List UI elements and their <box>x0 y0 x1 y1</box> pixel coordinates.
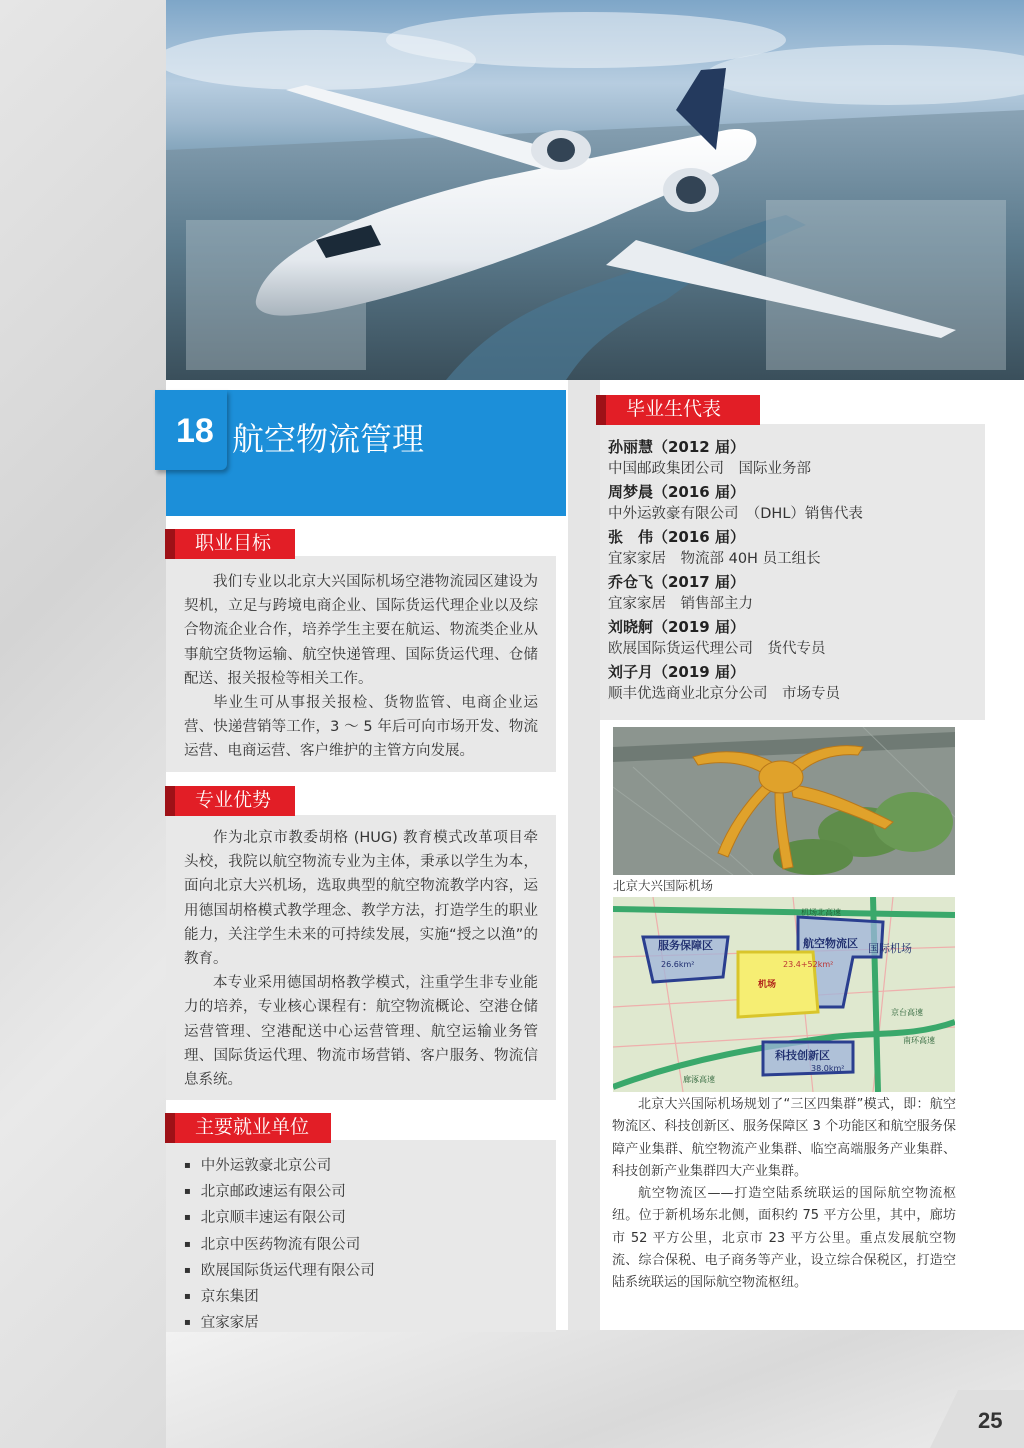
graduate-name: 周梦晨（2016 届） <box>608 483 745 501</box>
map-label-tech-zone: 科技创新区 <box>775 1049 830 1062</box>
left-background <box>0 0 166 1448</box>
advantages-heading: 专业优势 <box>175 786 295 816</box>
graduate-org: 中外运敦豪有限公司 （DHL）销售代表 <box>608 506 863 522</box>
column-gap <box>568 380 600 1448</box>
map-label-logistics-zone: 航空物流区 <box>803 937 858 950</box>
map-label-service-zone: 服务保障区 <box>658 939 713 952</box>
map-label-airport: 国际机场 <box>868 942 912 955</box>
program-title: 航空物流管理 <box>232 421 425 457</box>
graduates-heading: 毕业生代表 <box>606 395 760 425</box>
map-label-service-area: 26.6km² <box>661 960 695 969</box>
employers-heading: 主要就业单位 <box>175 1113 331 1143</box>
airport-photo <box>613 727 955 875</box>
graduate-name: 张 伟（2016 届） <box>608 528 745 546</box>
program-number: 18 <box>176 412 214 450</box>
planning-paragraph: 北京大兴国际机场规划了“三区四集群”模式，即：航空物流区、科技创新区、服务保障区 3 个功能区和航空服务保障产业集群、航空物流产业集群、临空高端服务产业集群、科技创新产业集群四大产业集群。 <box>612 1097 956 1179</box>
list-item: ▪ 北京顺丰速运有限公司 <box>184 1206 375 1232</box>
hero-airplane-image <box>166 0 1024 380</box>
graduate-name: 乔仓飞（2017 届） <box>608 573 745 591</box>
graduate-org: 欧展国际货运代理公司 货代专员 <box>608 641 826 657</box>
list-item: ▪ 北京中医药物流有限公司 <box>184 1233 375 1259</box>
planning-map <box>613 897 955 1092</box>
list-item: ▪ 京东集团 <box>184 1285 375 1311</box>
list-item: ▪ 宜家家居 <box>184 1311 375 1337</box>
career-goal-text <box>184 570 538 764</box>
airport-caption: 北京大兴国际机场 <box>613 878 714 893</box>
list-item: ▪ 中外运敦豪北京公司 <box>184 1154 375 1180</box>
graduate-org: 中国邮政集团公司 国际业务部 <box>608 461 811 477</box>
map-label-se-road: 南环高速 <box>903 1036 935 1045</box>
planning-paragraph: 航空物流区——打造空陆系统联运的国际航空物流枢纽。位于新机场东北侧，面积约 75 平方公里，其中，廊坊市 52 平方公里，北京市 23 平方公里。重点发展航空物流、综合保税、电子商务等产业，设立综合保税区，打造空陆系统联运的国际航空物流枢纽。 <box>612 1186 956 1291</box>
map-label-south-road: 廊涿高速 <box>683 1075 715 1084</box>
graduate-name: 孙丽慧（2012 届） <box>608 438 745 456</box>
advantages-text <box>184 826 538 1092</box>
graduate-name: 刘晓舸（2019 届） <box>608 618 745 636</box>
advantages-paragraph: 作为北京市教委胡格 (HUG) 教育模式改革项目牵头校，我院以航空物流专业为主体，秉承以学生为本，面向北京大兴机场，选取典型的航空物流教学内容，运用德国胡格模式教学理念、教学方法，打造学生的职业能力，关注学生未来的可持续发展，实施“授之以渔”的教育。 <box>184 830 538 968</box>
list-item: ▪ 北京邮政速运有限公司 <box>184 1180 375 1206</box>
graduate-org: 宜家家居 物流部 40H 员工组长 <box>608 551 821 567</box>
map-label-north-road: 机场北高速 <box>801 908 841 917</box>
career-goal-paragraph: 毕业生可从事报关报检、货物监管、电商企业运营、快递营销等工作，3 ～ 5 年后可向市场开发、物流运营、电商运营、客户维护的主管方向发展。 <box>184 695 538 760</box>
bottom-background <box>166 1330 1024 1448</box>
advantages-paragraph: 本专业采用德国胡格教学模式，注重学生非专业能力的培养，专业核心课程有：航空物流概论、空港仓储运营管理、空港配送中心运营管理、航空运输业务管理、国际货运代理、物流市场营销、客户服务、物流信息系统。 <box>184 975 538 1089</box>
graduates-list <box>608 436 983 706</box>
list-item: ▪ 欧展国际货运代理有限公司 <box>184 1259 375 1285</box>
page-number: 25 <box>978 1408 1003 1433</box>
map-label-tech-area: 38.0km² <box>811 1064 845 1073</box>
map-label-airport-area: 23.4+52km² <box>783 960 834 969</box>
planning-description <box>612 1094 956 1295</box>
graduate-name: 刘子月（2019 届） <box>608 663 745 681</box>
graduate-org: 顺丰优选商业北京分公司 市场专员 <box>608 686 840 702</box>
graduate-org: 宜家家居 销售部主力 <box>608 596 753 612</box>
career-goal-paragraph: 我们专业以北京大兴国际机场空港物流园区建设为契机，立足与跨境电商企业、国际货运代理企业以及综合物流企业合作，培养学生主要在航运、物流类企业从事航空货物运输、航空快递管理、国际货运代理、仓储配送、报关报检等相关工作。 <box>184 574 538 687</box>
career-goal-heading: 职业目标 <box>175 529 295 559</box>
map-label-airport-core: 机场 <box>758 980 777 990</box>
map-label-east-road: 京台高速 <box>891 1008 923 1017</box>
employers-list <box>184 1154 375 1337</box>
